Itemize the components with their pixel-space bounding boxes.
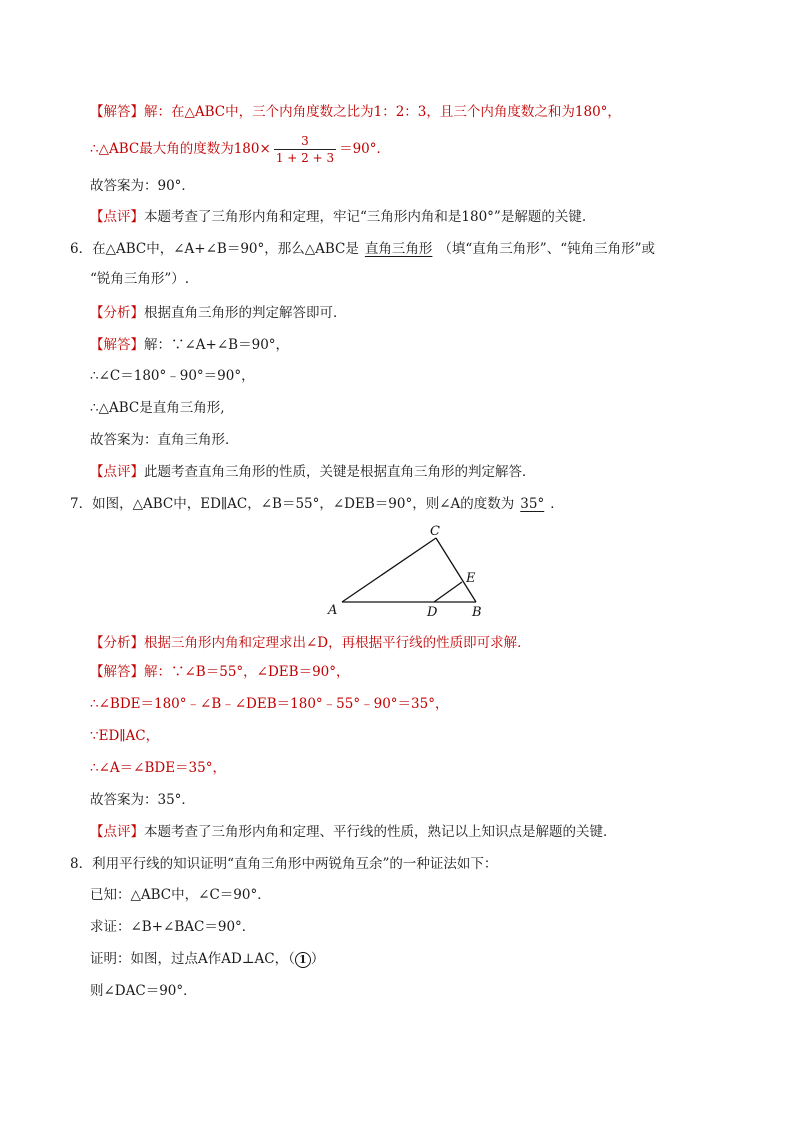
q6-question-line1 (70, 239, 655, 259)
q6-question-post: （填“直角三角形”、“钝角三角形”或 (438, 241, 655, 257)
q7-answer-blank: 35° (520, 496, 545, 512)
label-D: D (427, 605, 438, 620)
proof-post: ） (310, 951, 325, 967)
q7-fenxi-line (90, 633, 531, 653)
label-A: A (328, 603, 338, 618)
jieda-tag: 【解答】 (90, 104, 144, 120)
fenxi-text: 根据直角三角形的判定解答即可． (144, 305, 347, 321)
jieda-tag: 【解答】 (90, 337, 144, 353)
q6-step1: ∴∠C＝180°﹣90°＝90°， (90, 368, 255, 384)
fenxi-tag: 【分析】 (90, 635, 144, 651)
q6-question-line2: “锐角三角形”）. (90, 271, 190, 287)
jieda-text: 解：∵∠A+∠B＝90°， (144, 337, 290, 353)
fenxi-text: 根据三角形内角和定理求出∠D，再根据平行线的性质即可求解． (144, 635, 531, 651)
q7-question-post: ． (550, 496, 564, 512)
sec5-dianping-line (90, 207, 586, 227)
q6-question-pre: 6．在△ABC中，∠A+∠B＝90°，那么△ABC是 (70, 241, 359, 257)
q6-dianping-line (90, 462, 536, 482)
dianping-text: 本题考查了三角形内角和定理，牢记“三角形内角和是180°”是解题的关键. (144, 209, 587, 225)
q7-dianping-line (90, 822, 617, 842)
q7-jieda-line (90, 662, 350, 682)
sec5-answer: 故答案为：90°． (90, 178, 195, 194)
dianping-tag: 【点评】 (90, 824, 144, 840)
segment-DE (434, 582, 462, 602)
segment-AC (342, 538, 436, 602)
q6-fenxi-line (90, 303, 347, 323)
dianping-tag: 【点评】 (90, 464, 144, 480)
segment-CB (436, 538, 476, 602)
sec5-calc-line (90, 132, 390, 166)
jieda-tag: 【解答】 (90, 664, 144, 680)
fenxi-tag: 【分析】 (90, 305, 144, 321)
dianping-text: 此题考查直角三角形的性质，关键是根据直角三角形的判定解答． (144, 464, 536, 480)
q8-question: 8．利用平行线的知识证明“直角三角形中两锐角互余”的一种证法如下： (70, 856, 498, 872)
q7-question-pre: 7．如图，△ABC中，ED∥AC，∠B＝55°，∠DEB＝90°，则∠A的度数为 (70, 496, 515, 512)
q8-known: 已知：△ABC中，∠C＝90°． (90, 887, 271, 903)
q6-jieda-line (90, 335, 289, 355)
q8-then: 则∠DAC＝90°． (90, 983, 197, 999)
label-E: E (466, 571, 476, 586)
dianping-tag: 【点评】 (90, 209, 144, 225)
q8-proof-line (90, 949, 324, 969)
dianping-text: 本题考查了三角形内角和定理、平行线的性质，熟记以上知识点是解题的关键． (144, 824, 617, 840)
triangle-figure (0, 520, 794, 620)
q7-step2: ∵ED∥AC， (90, 728, 160, 744)
circled-number: 1 (295, 952, 311, 968)
calc-post: ＝90°． (339, 141, 391, 157)
q7-question-line (70, 494, 564, 514)
label-B: B (472, 605, 482, 620)
fraction-denominator: 1 + 2 + 3 (275, 151, 335, 165)
label-C: C (430, 524, 440, 539)
q7-answer: 故答案为：35°． (90, 792, 195, 808)
fraction (274, 133, 336, 166)
jieda-text: 解：在△ABC中，三个内角度数之比为1：2：3，且三个内角度数之和为180°， (144, 104, 621, 120)
q6-step2: ∴△ABC是直角三角形, (90, 400, 225, 416)
fraction-numerator: 3 (274, 133, 336, 150)
q6-answer-blank: 直角三角形 (364, 241, 433, 257)
calc-pre: ∴△ABC最大角的度数为180× (90, 141, 271, 157)
q8-prove: 求证：∠B+∠BAC＝90°． (90, 919, 256, 935)
q7-step3: ∴∠A＝∠BDE＝35°， (90, 760, 226, 776)
sec5-jieda-line (90, 102, 621, 122)
proof-pre: 证明：如图，过点A作AD⊥AC，（ (90, 951, 295, 967)
jieda-text: 解：∵∠B＝55°，∠DEB＝90°， (144, 664, 350, 680)
q7-step1: ∴∠BDE＝180°﹣∠B﹣∠DEB＝180°﹣55°﹣90°＝35°， (90, 696, 449, 712)
q6-answer: 故答案为：直角三角形． (90, 432, 239, 448)
